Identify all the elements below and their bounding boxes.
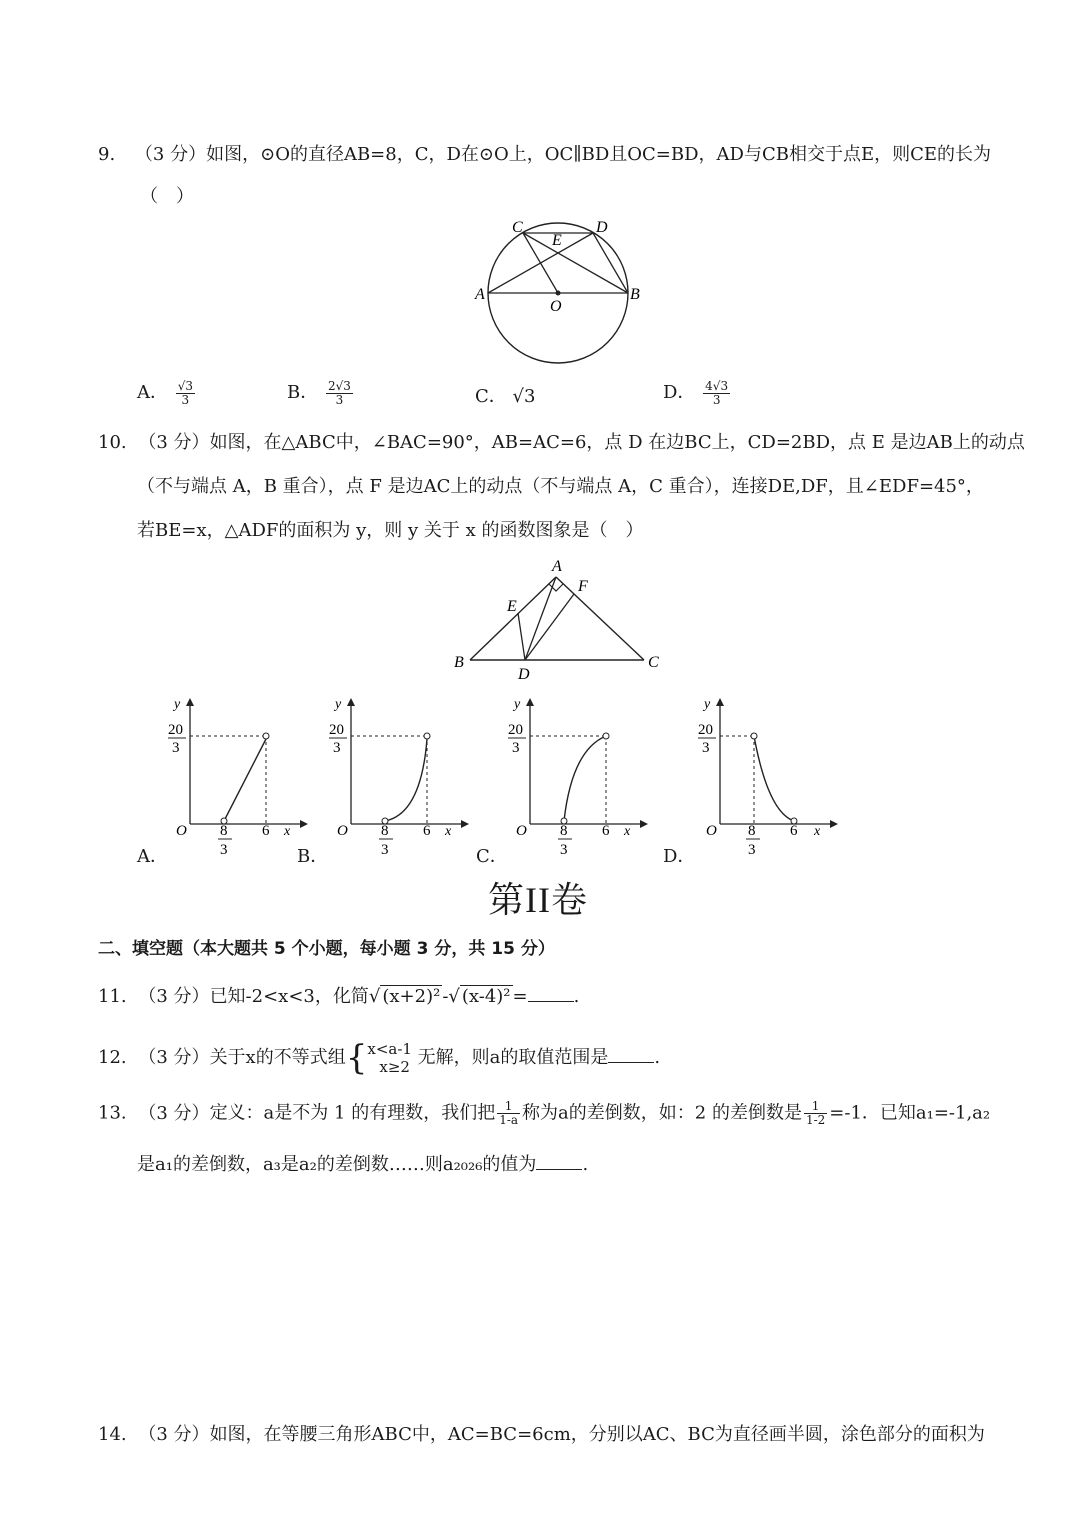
- q9-option-c-value: √3: [512, 386, 536, 407]
- q10-graph-b-origin: O: [337, 823, 348, 839]
- q11: [98, 984, 579, 1010]
- q14-number: 14.: [98, 1424, 127, 1445]
- q10-graph-a-y-den: 3: [172, 740, 180, 756]
- q9-option-c-letter: C．: [475, 386, 507, 407]
- q10-graph-a-x-num: 8: [220, 823, 228, 839]
- q12-pre: 关于x的不等式组: [209, 1047, 346, 1068]
- q10-line2: （不与端点 A，B 重合），点 F 是边AC上的动点（不与端点 A，C 重合），连接DE,DF，且∠EDF=45°，: [137, 476, 984, 497]
- q12: [98, 1040, 660, 1076]
- q9-label-c: C: [512, 219, 523, 236]
- q12-score: （3 分）: [138, 1047, 210, 1068]
- q10-graph-d-x-label: x: [814, 824, 821, 839]
- q13-number: 13.: [98, 1102, 127, 1124]
- q13-mid: 称为a的差倒数，如：2 的差倒数是: [522, 1102, 802, 1124]
- q9-option-a-letter: A．: [137, 382, 168, 403]
- section-title: 第II卷: [488, 880, 588, 920]
- q9-label-a: A: [475, 286, 485, 303]
- q10-graph-b-x-den: 3: [381, 842, 389, 854]
- q9-option-c: [475, 382, 535, 408]
- q12-number: 12.: [98, 1047, 127, 1068]
- q10-graph-d-x-num: 8: [748, 823, 756, 839]
- q13-end: .: [582, 1154, 589, 1175]
- q10-score: （3 分）: [138, 432, 210, 453]
- q11-sqrt1-icon: √: [368, 986, 381, 1007]
- q12-post: 无解，则a的取值范围是: [411, 1047, 609, 1068]
- q10-graph-a-y-num: 20: [168, 722, 183, 738]
- q11-number: 11.: [98, 986, 127, 1007]
- q10-graph-c: [500, 694, 650, 854]
- q10-graph-d-origin: O: [706, 823, 717, 839]
- q10-graph-c-y-label: y: [514, 697, 521, 712]
- q10-option-c: C．: [476, 846, 508, 867]
- q14-score: （3 分）: [138, 1424, 210, 1445]
- q10-graph-b-x-max: 6: [423, 823, 431, 839]
- q11-end: .: [573, 986, 580, 1007]
- q10-label-a: A: [552, 558, 562, 575]
- part2-heading: 二、填空题（本大题共 5 个小题，每小题 3 分，共 15 分）: [98, 939, 555, 959]
- q10-number: 10.: [98, 432, 127, 453]
- q10-line1: [98, 430, 1025, 456]
- q10-triangle-figure: [448, 555, 678, 685]
- q10-graph-a-x-max: 6: [262, 823, 270, 839]
- q10-label-c: C: [648, 654, 659, 671]
- q13-line2: [137, 1152, 588, 1178]
- q9-option-d-num: 4√3: [705, 378, 729, 393]
- q10-option-a: A．: [137, 846, 168, 867]
- q10-graph-a-x-label: x: [284, 824, 291, 839]
- q9-option-d: [663, 378, 732, 407]
- q10-graph-a: [160, 694, 310, 854]
- q12-system: [367, 1040, 412, 1076]
- q9-option-d-den: 3: [712, 392, 721, 407]
- q11-post: =: [512, 986, 528, 1007]
- q10-option-d: D．: [663, 846, 696, 867]
- q12-ineq2: x≥2: [379, 1058, 410, 1076]
- q10-graph-c-x-label: x: [624, 824, 631, 839]
- q13-frac2-den: 1-2: [805, 1113, 826, 1127]
- q11-answer-blank[interactable]: [528, 985, 574, 1002]
- q9-paren: （ ）: [140, 186, 194, 207]
- q13-frac1-num: 1: [497, 1100, 520, 1114]
- q10-graph-d-y-den: 3: [702, 740, 710, 756]
- q9-label-e: E: [552, 232, 562, 249]
- q9-stem: [98, 142, 991, 168]
- q10-graph-b-x-label: x: [445, 824, 452, 839]
- q13-frac1-den: 1-a: [499, 1113, 519, 1127]
- q10-graph-c-origin: O: [516, 823, 527, 839]
- q9-option-a: [137, 378, 197, 407]
- q10-graph-b-x-num: 8: [381, 823, 389, 839]
- q11-sqrt2-icon: √: [448, 986, 460, 1007]
- q9-label-d: D: [596, 219, 608, 236]
- q10-graph-a-y-label: y: [174, 697, 181, 712]
- q10-graph-d-y-label: y: [704, 697, 711, 712]
- q9-label-b: B: [630, 286, 640, 303]
- q10-graph-c-x-num: 8: [560, 823, 568, 839]
- q10-text-line1: 如图，在△ABC中，∠BAC=90°，AB=AC=6，点 D 在边BC上，CD=2BD，点 E 是边AB上的动点: [209, 432, 1025, 453]
- q9-option-d-letter: D．: [663, 382, 696, 403]
- q10-label-f: F: [578, 578, 588, 595]
- q9-number: 9.: [98, 144, 116, 165]
- q9-option-a-num: √3: [177, 378, 194, 393]
- q10-graph-c-x-den: 3: [560, 842, 568, 854]
- q11-minus: -: [442, 986, 449, 1007]
- q10-graph-b-y-den: 3: [333, 740, 341, 756]
- q10-graph-a-origin: O: [176, 823, 187, 839]
- q13-line1: [98, 1100, 990, 1127]
- q12-brace-icon: {: [345, 1038, 368, 1078]
- q9-circle-figure: [470, 212, 650, 372]
- q10-graph-d-x-den: 3: [748, 842, 756, 854]
- q10-graph-b: [321, 694, 471, 854]
- q10-label-d: D: [518, 666, 530, 683]
- q9-label-o: O: [550, 298, 562, 315]
- q10-graph-d: [690, 694, 840, 854]
- q10-graph-b-y-label: y: [335, 697, 342, 712]
- q10-label-e: E: [507, 598, 517, 615]
- q9-option-b-den: 3: [335, 392, 344, 407]
- q12-end: .: [654, 1047, 661, 1068]
- q13-frac2-num: 1: [804, 1100, 827, 1114]
- q10-graph-d-x-max: 6: [790, 823, 798, 839]
- q13-line2-text: 是a₁的差倒数，a₃是a₂的差倒数……则a₂₀₂₆的值为: [137, 1154, 537, 1175]
- q11-pre: 已知-2<x<3，化简: [209, 986, 369, 1007]
- q10-line3: 若BE=x，△ADF的面积为 y，则 y 关于 x 的函数图象是（ ）: [137, 520, 644, 541]
- q12-answer-blank[interactable]: [608, 1046, 654, 1063]
- q9-option-b: [287, 378, 355, 407]
- q9-option-b-letter: B．: [287, 382, 319, 403]
- q10-label-b: B: [454, 654, 464, 671]
- q10-graph-c-y-num: 20: [508, 722, 523, 738]
- q13-post: =-1．已知a₁=-1,a₂: [829, 1102, 991, 1124]
- q11-radicand2: (x-4)²: [461, 986, 511, 1007]
- q9-option-a-den: 3: [181, 392, 190, 407]
- q9-text: 如图，⊙O的直径AB=8，C，D在⊙O上，OC∥BD且OC=BD，AD与CB相交于点E，则CE的长为: [206, 144, 992, 165]
- q9-option-b-num: 2√3: [327, 378, 351, 393]
- q10-graph-c-x-max: 6: [602, 823, 610, 839]
- q10-graph-d-y-num: 20: [698, 722, 713, 738]
- q14-text: 如图，在等腰三角形ABC中，AC=BC=6cm，分别以AC、BC为直径画半圆，涂色部分的面积为: [209, 1424, 985, 1445]
- q11-radicand1: (x+2)²: [382, 986, 441, 1007]
- q10-graph-b-y-num: 20: [329, 722, 344, 738]
- q11-score: （3 分）: [138, 986, 210, 1007]
- q13-pre: 定义：a是不为 1 的有理数，我们把: [209, 1102, 496, 1124]
- q14: [98, 1422, 985, 1448]
- q10-option-b: B．: [297, 846, 329, 867]
- q12-ineq1: x<a-1: [367, 1040, 412, 1058]
- q13-answer-blank[interactable]: [536, 1153, 582, 1170]
- q10-graph-c-y-den: 3: [512, 740, 520, 756]
- q9-score: （3 分）: [134, 144, 207, 165]
- q13-score: （3 分）: [138, 1102, 210, 1124]
- q10-graph-a-x-den: 3: [220, 842, 228, 854]
